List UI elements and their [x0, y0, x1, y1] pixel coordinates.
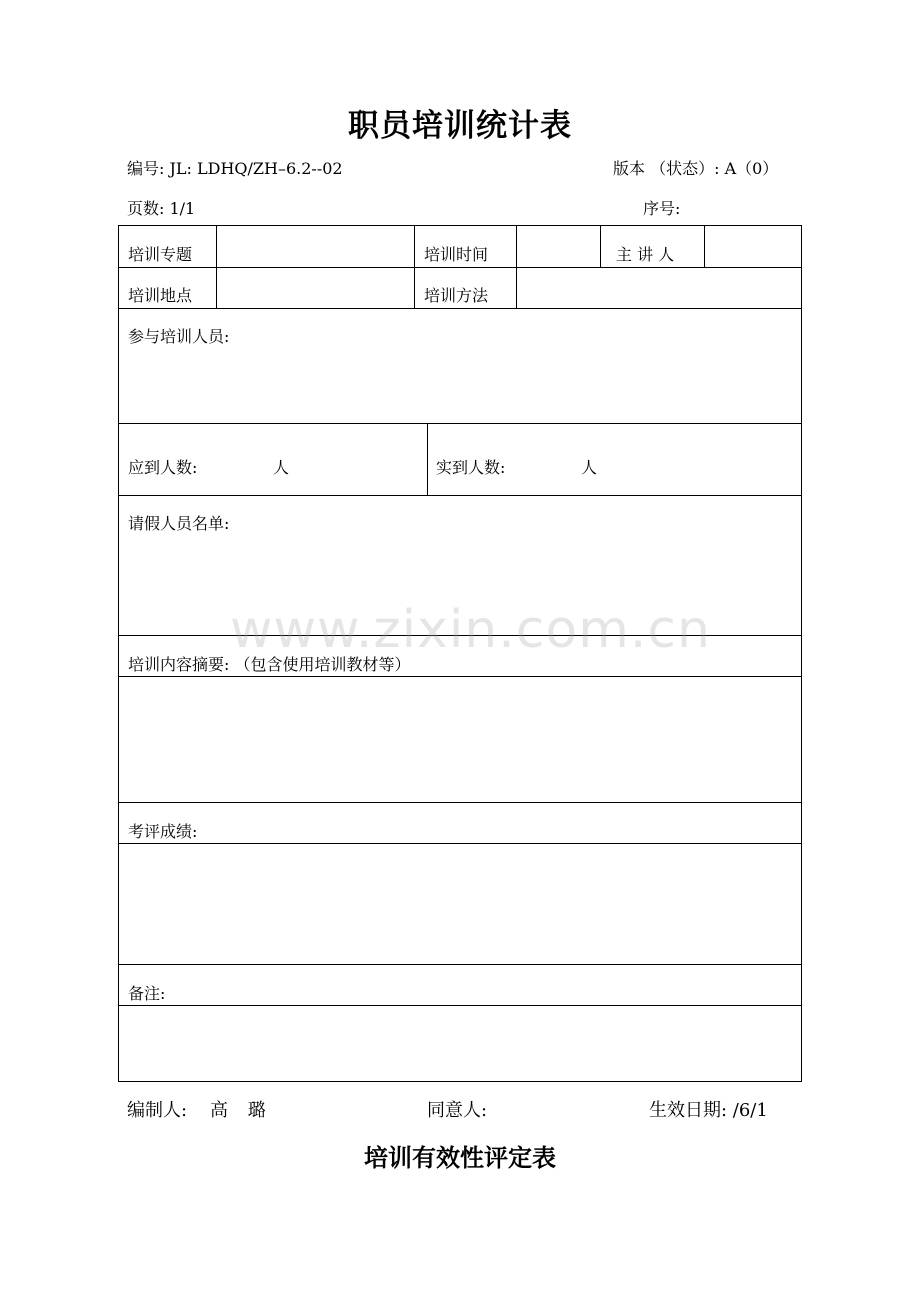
actual-count-unit: 人: [581, 458, 598, 477]
watermark: www.zixin.com.cn: [230, 600, 711, 660]
row-divider: [119, 843, 802, 844]
column-divider: [216, 226, 217, 308]
document-version: 版本 （状态）: A（0）: [613, 159, 779, 178]
remarks-label: 备注:: [128, 984, 166, 1003]
page-count: 页数: 1/1: [127, 199, 196, 218]
column-divider: [516, 226, 517, 308]
method-label: 培训方法: [424, 286, 489, 305]
document-title: 职员培训统计表: [348, 108, 572, 144]
participants-label: 参与培训人员:: [128, 327, 230, 346]
actual-count-label: 实到人数:: [436, 458, 506, 477]
column-divider: [427, 423, 428, 495]
absent-list-label: 请假人员名单:: [128, 514, 230, 533]
row-divider: [119, 308, 802, 309]
expected-count-unit: 人: [273, 458, 290, 477]
column-divider: [414, 226, 415, 308]
prepared-by-label: 编制人:: [127, 1100, 188, 1121]
row-divider: [119, 423, 802, 424]
row-divider: [119, 676, 802, 677]
row-divider: [119, 495, 802, 496]
column-divider: [704, 226, 705, 267]
topic-label: 培训专题: [128, 245, 193, 264]
row-divider: [119, 964, 802, 965]
assessment-label: 考评成绩:: [128, 822, 198, 841]
content-summary-label: 培训内容摘要: （包含使用培训教材等）: [128, 655, 411, 674]
location-label: 培训地点: [128, 286, 193, 305]
serial-number: 序号:: [643, 199, 681, 218]
column-divider: [600, 226, 601, 267]
effective-date: 生效日期: /6/1: [649, 1100, 768, 1121]
prepared-by-name: 高 璐: [210, 1100, 266, 1121]
next-section-title: 培训有效性评定表: [364, 1143, 556, 1172]
speaker-label: 主 讲 人: [616, 245, 675, 264]
row-divider: [119, 802, 802, 803]
time-label: 培训时间: [424, 245, 489, 264]
document-number: 编号: JL: LDHQ/ZH–6.2--02: [127, 159, 343, 178]
row-divider: [119, 1005, 802, 1006]
row-divider: [119, 267, 802, 268]
approved-by-label: 同意人:: [427, 1100, 488, 1121]
expected-count-label: 应到人数:: [128, 458, 198, 477]
